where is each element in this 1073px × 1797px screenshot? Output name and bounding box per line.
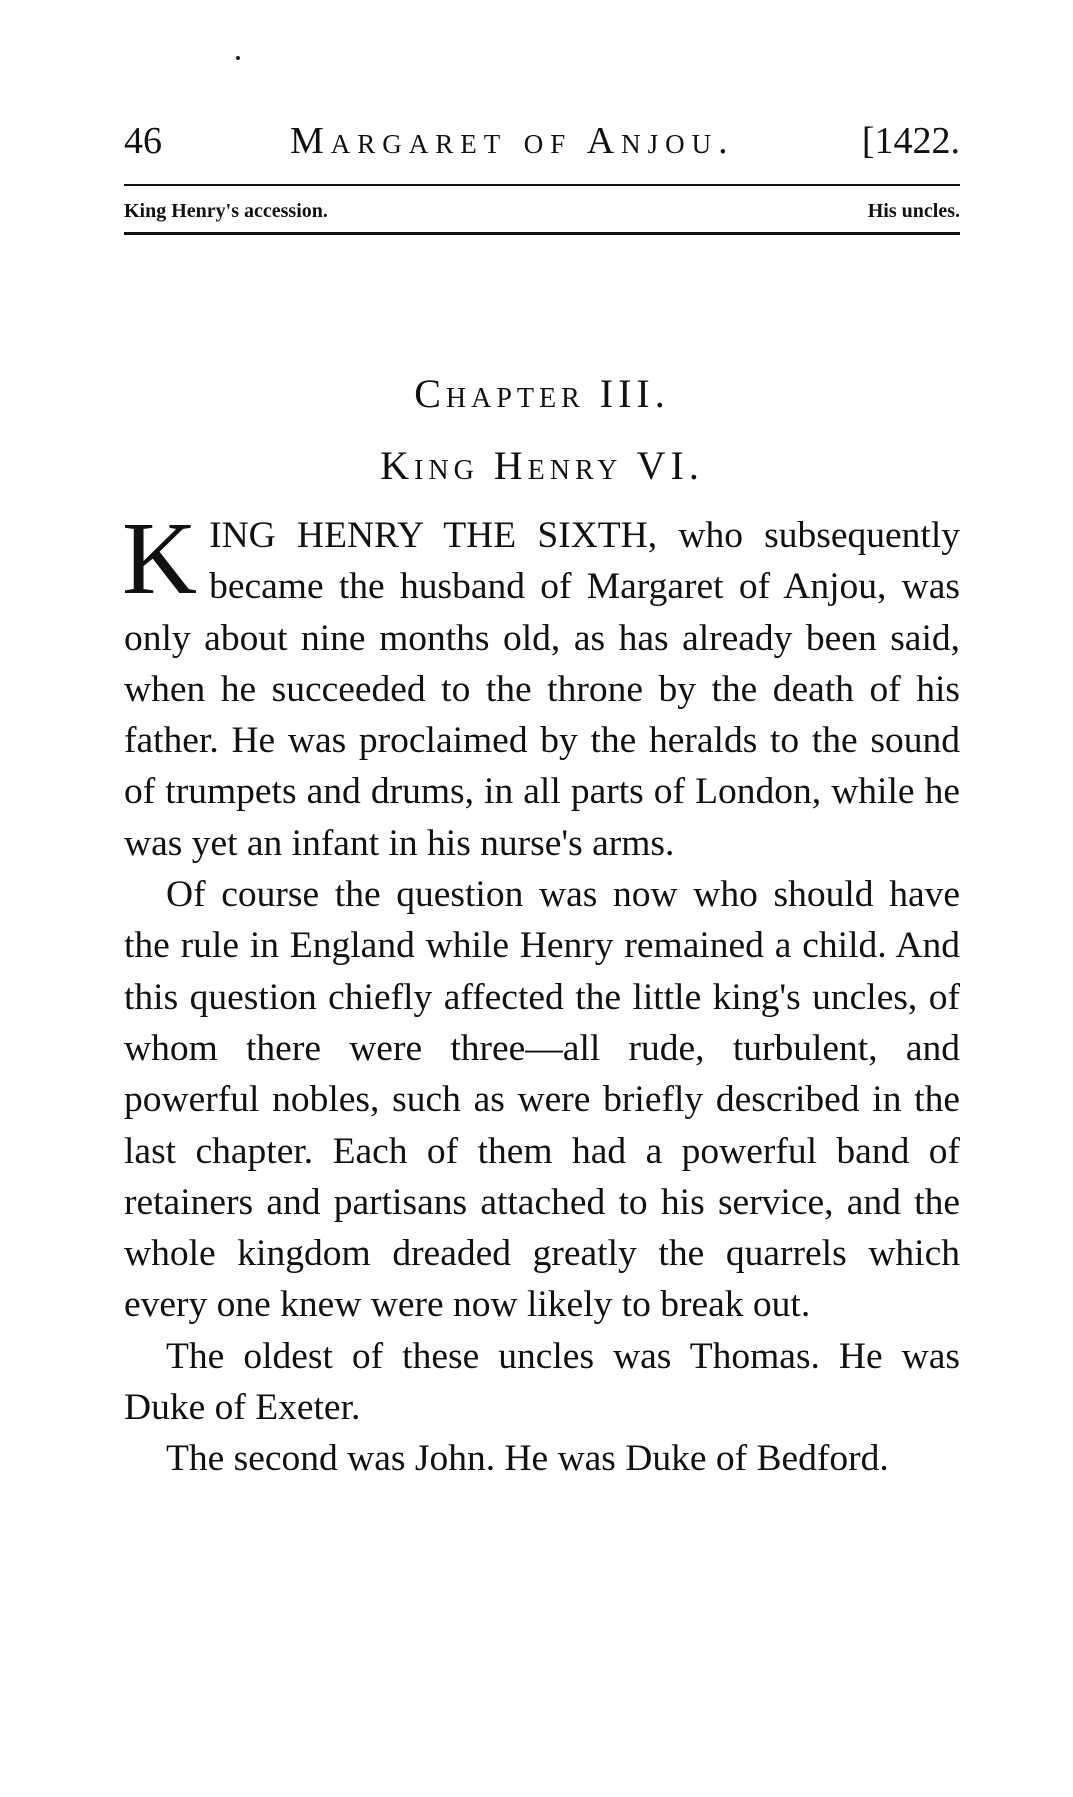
body-text [122,501,960,1485]
paragraph: The second was John. He was Duke of Bedford. [166,1438,889,1480]
chapter-title: King Henry VI. [380,443,704,488]
drop-cap: K [122,501,198,616]
running-year: [1422. [861,120,960,162]
page-number: 46 [124,120,162,162]
paragraph [122,501,960,869]
paragraph-text: ING HENRY THE SIXTH, who subsequently became the husband of Margaret of Anjou, was only about nine months old, as has already been said, when he succeeded to the throne by the death of his father. He was proclaimed by the heralds to the sound of trumpets and drums, in all parts of London, while he was yet an infant in his nurse's arms. [124,515,960,864]
paragraph: The oldest of these uncles was Thomas. He was Duke of Exeter. [124,1335,960,1429]
subheader-right: His uncles. [867,200,960,222]
header-rule-top [124,184,960,186]
running-title: Margaret of Anjou. [290,120,735,162]
header-rule-bottom [124,232,960,235]
running-head [124,118,960,164]
chapter-heading: Chapter III. [414,371,670,416]
paragraph: Of course the question was now who should have the rule in England while Henry remained a child. And this question chiefly affected the little king's uncles, of whom there were three—all rude, turbulent, and powerful nobles, such as were briefly described in the last chapter. Each of them had a powerful band of retainers and partisans attached to his service, and the whole kingdom dreaded greatly the quarrels which every one knew were now likely to break out. [124,874,960,1326]
subheader-left: King Henry's accession. [124,200,328,222]
print-speck [236,56,240,60]
subheader [124,196,960,226]
